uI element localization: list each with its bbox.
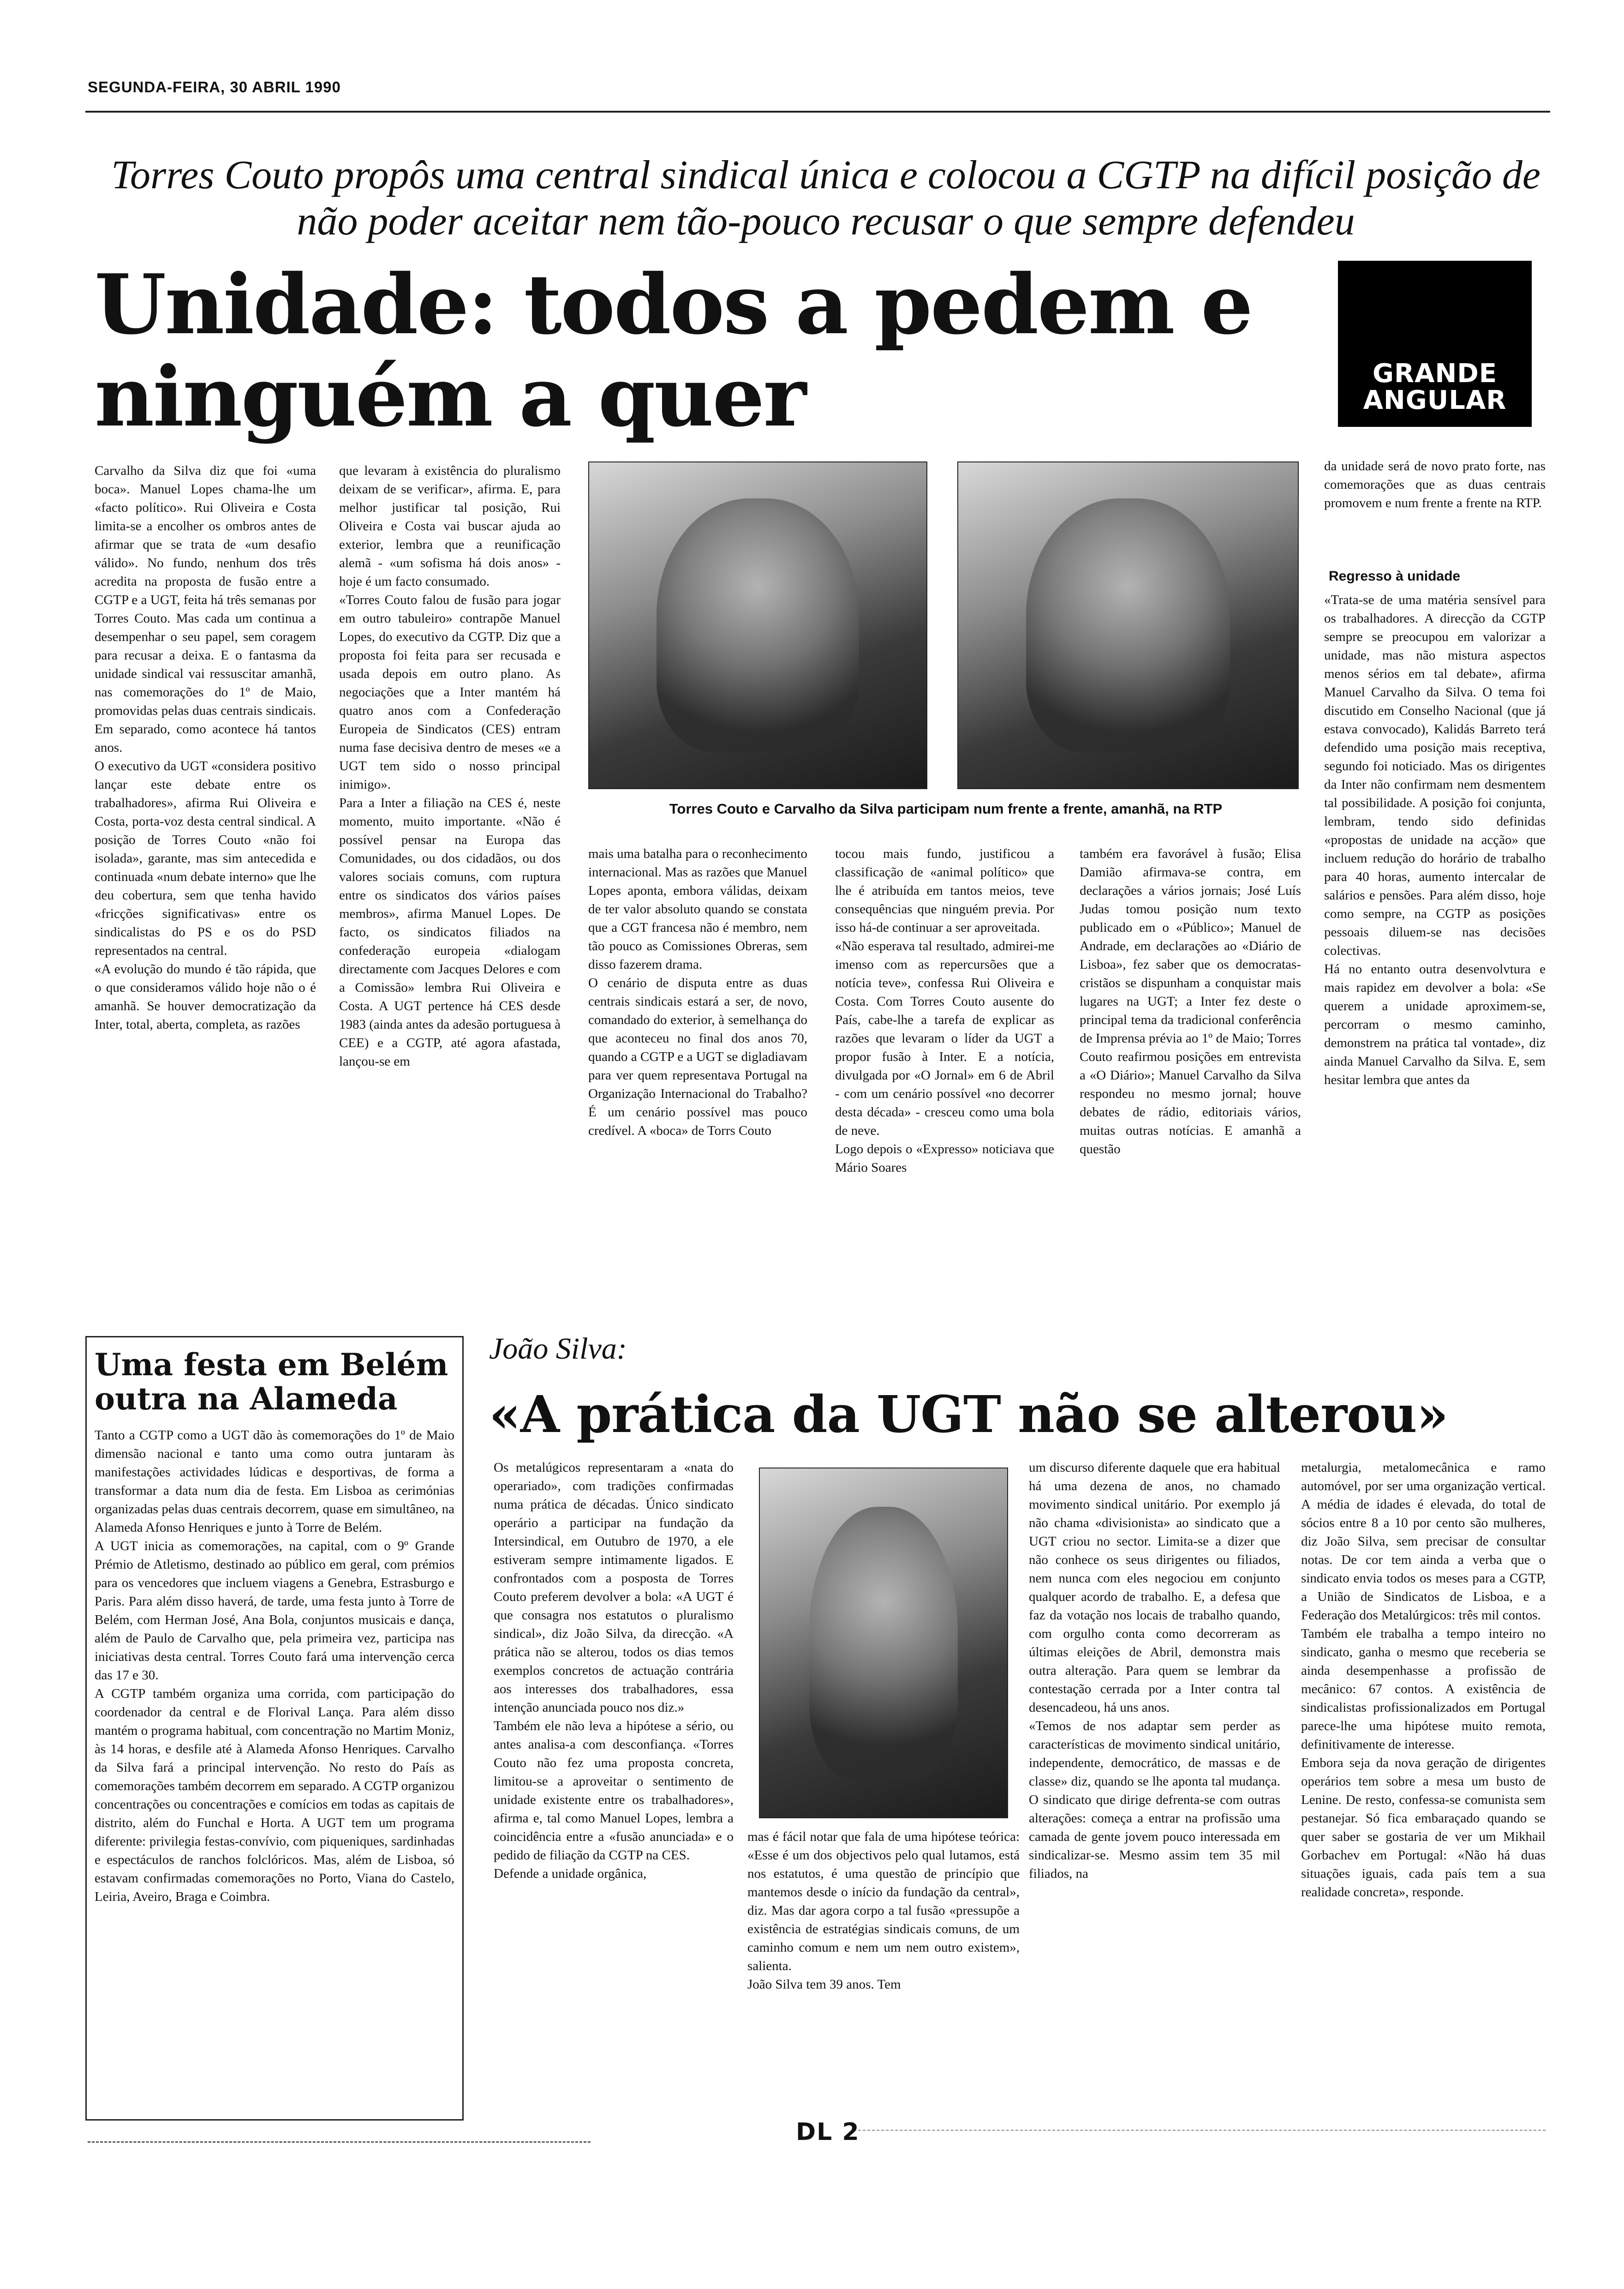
boxed-story-title: Uma festa em Belém outra na Alameda (95, 1347, 448, 1417)
photo-joao-silva (759, 1468, 1008, 1818)
photo-torres-couto (588, 461, 927, 789)
article-column-5: também era favorável à fusão; Elisa Damião afirmava-se contra, em declarações a vários jornais; José Luís Judas tomou posição num texto publicado em o «Público»; Manuel de Andrade, em declarações ao «Diário de Lisboa», fez saber que os democratas-cristãos se dispunham a conquistar mais lugares na UGT; a Inter fez deste o principal tema da tradicional conferência de Imprensa prévia ao 1º de Maio; Torres Couto reafirmou posições em entrevista a «O Diário»; Manuel Carvalho da Silva respondeu no mesmo jornal; houve debates de rádio, editoriais vários, muitas outras notícias. E amanhã a questão (1080, 846, 1301, 1156)
interview-title: «A prática da UGT não se alterou» (489, 1384, 1448, 1444)
footer-divider (88, 2141, 591, 2143)
interview-kicker: João Silva: (489, 1332, 627, 1366)
sidebar-subhead: Regresso à unidade (1329, 569, 1461, 584)
article-column-7: «Trata-se de uma matéria sensível para os trabalhadores. A direcção da CGTP sempre se preocupou em valorizar a unidade, mas não mistura aspectos menos sérios em tal debate», afirma Manuel Carvalho da Silva. O tema foi discutido em Conselho Nacional (que já estava convocado), Kalidás Barreto terá defendido uma posição mais receptiva, segundo foi noticiado. Mas os dirigentes da Inter não confirmam nem desmentem tal possibilidade. A posição foi conjunta, lembram, tendo sido definidas «propostas de unidade na acção» que incluem redução do horário de trabalho para 40 horas, aumento intercalar de salários e pensões. Para além disso, hoje como sempre, na CGTP as posições pessoais diluem-se nas decisões colectivas. Há no entanto outra desenvolvtura e mais rapidez em devolver a bola: «Se querem a unidade aproximem-se, percorram o mesmo caminho, demonstrem na prática tal vontade», diz ainda Manuel Carvalho da Silva. E, sem hesitar lembra que antes da (1324, 593, 1546, 1087)
interview-column-2: mas é fácil notar que fala de uma hipótese teórica: «Esse é um dos objectivos pelo qual lutamos, está nos estatutos, é uma questão de princípio que mantemos desde o início da fundação da central», diz. Mas dar agora corpo a tal fusão «pressupõe a existência de estratégias sindicais comuns, de um caminho comum e nem um nem outro existem», salienta. João Silva tem 39 anos. Tem (747, 1829, 1020, 1992)
portrait-silhouette (657, 498, 859, 753)
edition-date: SEGUNDA-FEIRA, 30 ABRIL 1990 (88, 78, 341, 96)
interview-column-1: Os metalúgicos representaram a «nata do operariado», com tradições confirmadas numa prática de décadas. Único sindicato operário a participar na fundação da Intersindical, em Outubro de 1970, a ele estiveram sempre intimamente ligados. E confrontados com a posposta de Torres Couto preferem devolver a bola: «A UGT é que consagra nos estatutos o pluralismo sindical», diz João Silva, da direcção. «A prática não se alterou, todos os dias temos exemplos concretos de actuação contrária aos interesses dos trabalhadores, essa intenção anunciada pouco nos diz.» Também ele não leva a hipótese a sério, ou antes analisa-a com desconfiança. «Torres Couto não fez uma proposta concreta, limitou-se a aproveitar o sentimento de unidade existente entre os trabalhadores», afirma e, tal como Manuel Lopes, lembra a coincidência entre a «fusão anunciada» e o pedido de filiação da CGTP na CES. Defende a unidade orgânica, (494, 1460, 734, 1881)
section-badge: GRANDE ANGULAR (1338, 261, 1532, 427)
photo-caption: Torres Couto e Carvalho da Silva participam num frente a frente, amanhã, na RTP (669, 801, 1223, 817)
portrait-silhouette (1026, 498, 1230, 753)
header-rule (85, 111, 1550, 113)
article-column-3: mais uma batalha para o reconhecimento internacional. Mas as razões que Manuel Lopes aponta, embora válidas, deixam de ter valor absoluto quando se constata que a CGT francesa não é membro, nem tão pouco as Comissiones Obreras, sem disso fazerem drama. O cenário de disputa entre as duas centrais sindicais estará a ser, de novo, comandado do exterior, à semelhança do que aconteceu no final dos anos 70, quando a CGTP e a UGT se digladiavam para ver quem representava Portugal na Organização Internacional do Trabalho? É um cenário possível mas pouco credível. A «boca» de Torrs Couto (588, 846, 807, 1138)
page-folio: DL 2 (796, 2118, 860, 2146)
interview-column-4: metalurgia, metalomecânica e ramo automóvel, por ser uma organização vertical. A média de idades é elevada, do total de sócios entre 8 a 10 por cento são mulheres, diz João Silva, sem precisar de consultar notas. De cor tem ainda a verba que o sindicato envia todos os meses para a CGTP, a União de Sindicatos de Lisboa, e a Federação dos Metalúrgicos: três mil contos. Também ele trabalha a tempo inteiro no sindicato, ganha o mesmo que receberia se ainda desempenhasse a profissão de mecânico: 67 contos. A existência de sindicalistas profissionalizados em Portugal parece-lhe uma hipótese muito remota, definitivamente de interesse. Embora seja da nova geração de dirigentes operários tem sobre a mesa um busto de Lenine. De resto, confessa-se comunista sem pestanejar. Só fica embaraçado quando se quer saber se gostaria de ver um Mikhail Gorbachev em Portugal: «Não há duas situações iguais, cada país tem a sua realidade concreta», responde. (1301, 1460, 1546, 1900)
article-column-6: da unidade será de novo prato forte, nas comemorações que as duas centrais promovem e num frente a frente na RTP. (1324, 459, 1546, 510)
photo-carvalho-da-silva (957, 461, 1299, 789)
footer-divider-right (854, 2130, 1546, 2131)
interview-column-3: um discurso diferente daquele que era habitual há uma dezena de anos, no chamado movimento sindical unitário. Por exemplo já não chama «divisionista» ao sindicato que a UGT criou no sector. Limita-se a dizer que não conhece os seus dirigentes ou filiados, nem nunca com eles negociou em conjunto qualquer acordo de trabalho. E, a defesa que faz da votação nos locais de trabalho quando, com orgulho conta como decorreram as últimas eleições de Abril, demonstra mais outra alteração. Para quem se lembrar da contestação cerrada por a Inter contra tal desencadeou, há uns anos. «Temos de nos adaptar sem perder as características de movimento sindical unitário, independente, democrático, de massas e de classe» diz, quando se lhe aponta tal mudança. O sindicato que dirige defrenta-se com outras alterações: começa a entrar na profissão uma camada de gente jovem pouco interessada em sindicalizar-se. Mesmo assim tem 35 mil filiados, na (1029, 1460, 1280, 1881)
article-subtitle: Torres Couto propôs uma central sindical única e colocou a CGTP na difícil posição de não poder aceitar nem tão-pouco recusar o que sempre defendeu (111, 153, 1540, 244)
article-column-1: Carvalho da Silva diz que foi «uma boca». Manuel Lopes chama-lhe um «facto político». Rui Oliveira e Costa limita-se a encolher os ombros antes de afirmar que se trata de «um desafio válido». No fundo, nenhum dos três acredita na proposta de fusão entre a CGTP e a UGT, feita há três semanas por Torres Couto. Mas cada um continua a desempenhar o seu papel, sem coragem para recusar a deixa. E o fantasma da unidade sindical vai ressuscitar amanhã, nas comemorações do 1º de Maio, promovidas pelas duas centrais sindicais. Em separado, como acontece há tantos anos. O executivo da UGT «considera positivo lançar este debate entre os trabalhadores», afirma Rui Oliveira e Costa, porta-voz desta central sindical. A posição de Torres Couto «não foi isolada», garante, mas sim antecedida e continuada «num debate interno» que lhe deu cobertura, sem que tenha havido «fricções significativas» entre os sindicalistas do PS e os do PSD representados na central. «A evolução do mundo é tão rápida, que o que consideramos válido hoje não o é amanhã. Se houver democratização da Inter, total, aberta, completa, as razões (95, 463, 316, 1032)
portrait-silhouette (809, 1507, 958, 1779)
article-headline: Unidade: todos a pedem e ninguém a quer (95, 256, 1252, 445)
article-column-2: que levaram à existência do pluralismo deixam de se verificar», afirma. E, para melhor justificar tal posição, Rui Oliveira e Costa vai buscar ajuda ao exterior, lembra que a reunificação alemã - «um sofisma há dois anos» - hoje é um facto consumado. «Torres Couto falou de fusão para jogar em outro tabuleiro» contrapõe Manuel Lopes, do executivo da CGTP. Diz que a proposta foi feita para ser recusada e usada depois em outro plano. As negociações que a Inter mantém há quatro anos com a Confederação Europeia de Sindicatos (CES) entram numa fase decisiva dentro de meses «e a UGT tem sido o nosso principal inimigo». Para a Inter a filiação na CES é, neste momento, muito importante. «Não é possível pensar na Europa das Comunidades, ou dos cidadãos, ou dos valores sociais comuns, com ruptura entre os sindicatos dos vários países membros», afirma Manuel Lopes. De facto, os sindicatos filiados na confederação europeia «dialogam directamente com Jacques Delores e com a Comissão» lembra Rui Oliveira e Costa. A UGT pertence há CES desde 1983 (ainda antes da adesão portuguesa à CEE) e a CGTP, até agora afastada, lançou-se em (339, 463, 561, 1069)
boxed-story-text: Tanto a CGTP como a UGT dão às comemorações do 1º de Maio dimensão nacional e tanto uma como outra juntaram às manifestações actividades lúdicas e desportivas, de forma a transformar a data num dia de festa. Em Lisboa as cerimónias organizadas pelas duas centrais decorrem, quase em simultâneo, na Alameda Afonso Henriques e junto à Torre de Belém. A UGT inicia as comemorações, na capital, com o 9º Grande Prémio de Atletismo, destinado ao público em geral, com prémios para os vencedores que incluem viagens a Genebra, Estrasburgo e Paris. Para além disso haverá, de tarde, uma festa junto à Torre de Belém, com Herman José, Ana Bola, conjuntos musicais e dança, além de Paulo de Carvalho que, pela primeira vez, participa nas iniciativas desta central. Torres Couto fará uma intervenção cerca das 17 e 30. A CGTP também organiza uma corrida, com participação do coordenador da central e de Florival Lança. Para além disso mantém o programa habitual, com concentração no Martim Moniz, às 14 horas, e desfile até à Alameda Afonso Henriques. Carvalho da Silva fará a principal intervenção. No resto do País as comemorações também decorrem em separado. A CGTP organizou concentrações ou concentrações e comícios em todas as capitais de distrito, além do Funchal e Horta. A UGT tem um programa diferente: privilegia festas-convívio, com piqueniques, sardinhadas e espectáculos de ranchos folclóricos. Mas, além de Lisboa, só estavam confirmadas comemorações no Porto, Viana do Castelo, Leiria, Aveiro, Braga e Coimbra. (95, 1428, 454, 1904)
article-column-4: tocou mais fundo, justificou a classificação de «animal político» que lhe é atribuída em tantos meios, teve consequências que ninguém previa. Por isso há-de continuar a ser aproveitada. «Não esperava tal resultado, admirei-me imenso com as repercursões que a notícia teve», confessa Rui Oliveira e Costa. Com Torres Couto ausente do País, cabe-lhe a tarefa de explicar as razões que levaram o líder da UGT a propor fusão à Inter. E a notícia, divulgada por «O Jornal» em 6 de Abril - com um cenário possível «no decorrer desta década» - cresceu como uma bola de neve. Logo depois o «Expresso» noticiava que Mário Soares (835, 846, 1054, 1175)
